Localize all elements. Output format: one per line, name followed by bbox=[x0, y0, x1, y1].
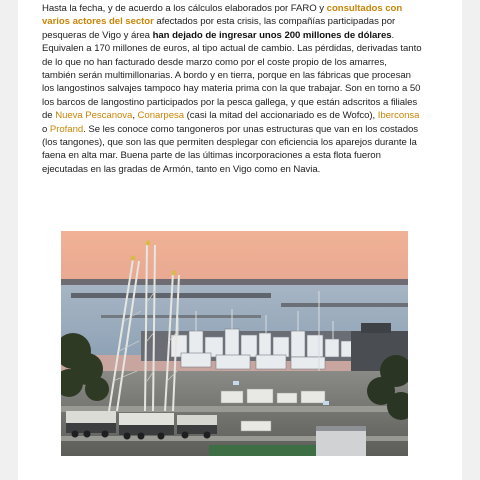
green-roof bbox=[209, 445, 319, 456]
text-segment: (casi la mitad del accionariado es de Wofco), bbox=[184, 110, 378, 122]
article-paragraph bbox=[42, 2, 422, 176]
link-consultados-sector[interactable]: consultados con varios actores del sector bbox=[42, 3, 403, 28]
text-segment: Hasta la fecha, y de acuerdo a los cálculos elaborados por FARO y bbox=[42, 3, 327, 14]
text-segment: . Equivalen a 170 millones de euros, al tipo actual de cambio. Las pérdidas, derivadas tanto de lo que no han facturado desde marzo como por el coste propio de los amarres, también serán multimillonarias. A bordo y en tierra, porque en las fábricas que procesan los langostinos salvajes tampoco hay materia prima con la que trabajar. Son en torno a 50 los barcos de langostino participados por la pesca gallega, y que están adscritos a filiales de bbox=[42, 29, 422, 122]
text-separator: , bbox=[132, 110, 138, 122]
breakwater bbox=[281, 303, 408, 307]
warehouse-roof bbox=[316, 426, 366, 431]
link-conarpesa[interactable]: Conarpesa bbox=[137, 110, 185, 122]
sky bbox=[61, 231, 408, 283]
link-nueva-pescanova[interactable]: Nueva Pescanova bbox=[55, 110, 133, 122]
text-segment: afectados por esta crisis, las compañías participadas por pesqueras de Vigo y área bbox=[42, 16, 396, 41]
harbor-building bbox=[361, 323, 391, 333]
text-separator: o bbox=[42, 123, 50, 135]
link-profand[interactable]: Profand bbox=[49, 123, 84, 135]
text-segment: . Se les conoce como tangoneros por unas estructuras que van en los costados (los tangones), que son las que permiten desplegar con eficiencia los aparejos durante la faena en alta mar. Buena parte de las últimas incorporaciones a esta flota fueron ejecutadas en las gradas de Armón, tanto en Vigo como en Navia. bbox=[42, 123, 419, 175]
highlight-200-millones: han dejado de ingresar unos 200 millones de dólares bbox=[152, 29, 392, 41]
port-photo bbox=[61, 231, 408, 456]
horizon-land bbox=[61, 279, 408, 285]
port-photo-illustration bbox=[61, 231, 408, 456]
link-iberconsa[interactable]: Iberconsa bbox=[377, 110, 420, 122]
